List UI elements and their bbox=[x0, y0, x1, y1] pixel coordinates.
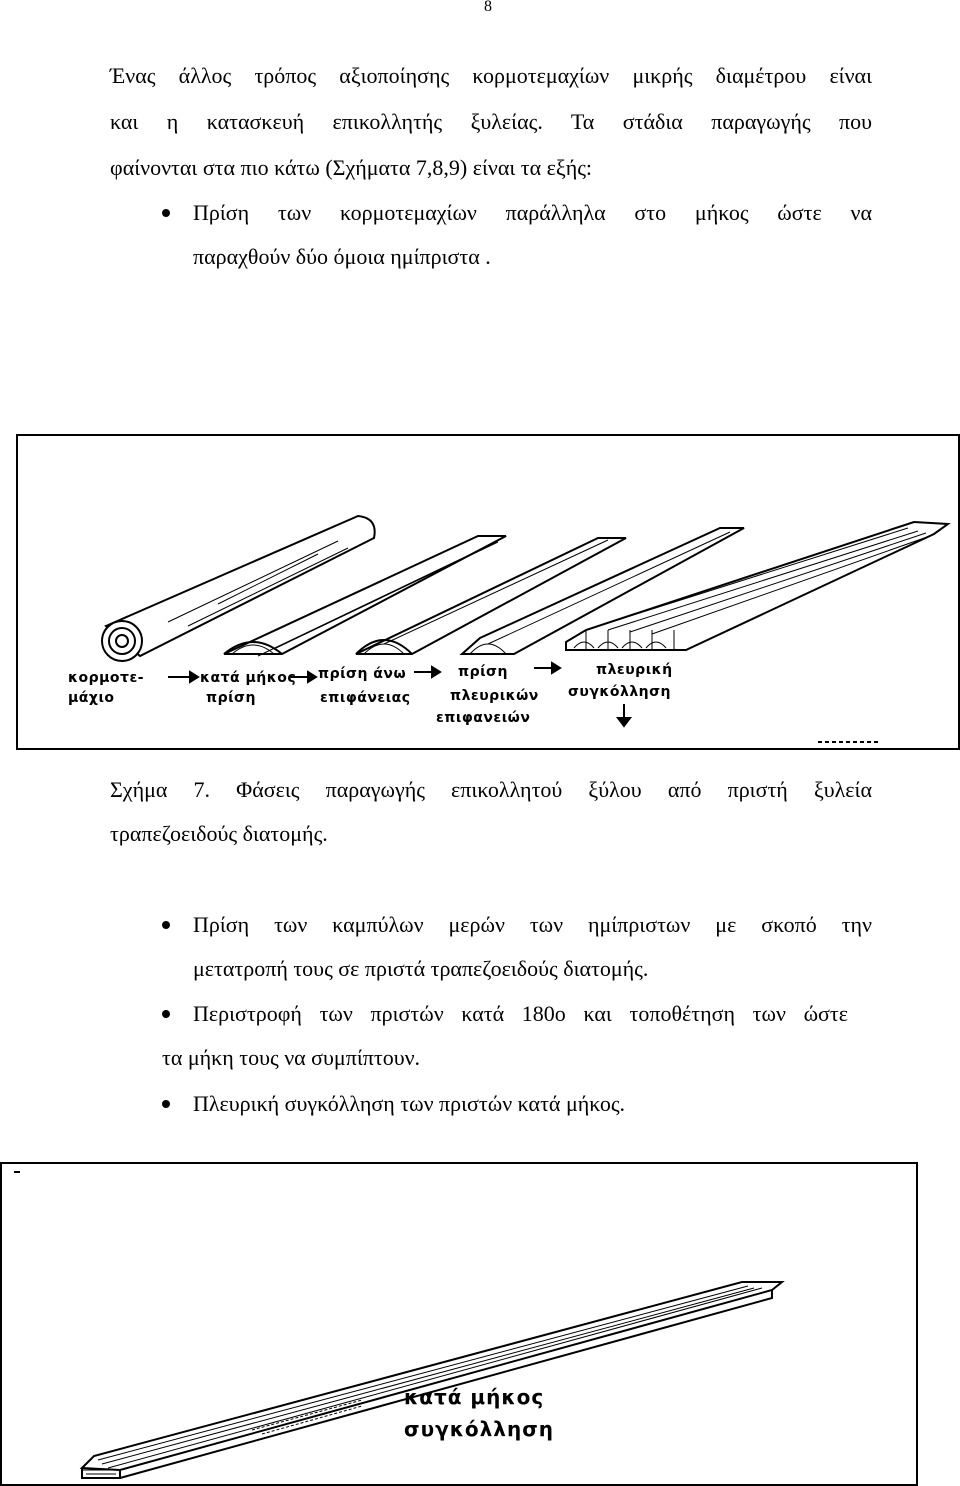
bullet3-line-2: τα μήκη τους να συμπίπτουν. bbox=[162, 1045, 421, 1070]
label-log: κορμοτε- bbox=[68, 670, 145, 686]
figure-8-label-1: κατά μήκος bbox=[404, 1385, 545, 1409]
label-side-saw-2: πλευρικών bbox=[450, 688, 539, 704]
label-lengthwise: κατά μήκος bbox=[200, 670, 297, 686]
bullet-dot bbox=[162, 921, 170, 929]
bullet-dot bbox=[162, 1100, 170, 1108]
bullet-dot bbox=[162, 209, 170, 217]
label-side-glue-2: συγκόλληση bbox=[568, 684, 672, 700]
bullet2-line-1: Πρίση των καμπύλων μερών των ημίπριστων με σκοπό την bbox=[193, 912, 872, 937]
figure-8-label-2: συγκόλληση bbox=[404, 1417, 555, 1441]
figure-8 bbox=[0, 1162, 918, 1486]
page-number: 8 bbox=[484, 0, 492, 15]
label-side-glue: πλευρική bbox=[596, 662, 673, 678]
intro-line-2: και η κατασκευή επικολλητής ξυλείας. Τα στάδια παραγωγής που bbox=[110, 109, 872, 134]
label-side-saw-3: επιφανειών bbox=[436, 710, 531, 726]
bullet1-line-1: Πρίση των κορμοτεμαχίων παράλληλα στο μήκος ώστε να bbox=[193, 200, 872, 225]
bullet1-line-2: παραχθούν δύο όμοια ημίπριστα . bbox=[193, 244, 491, 269]
bullet3-line-1: Περιστροφή των πριστών κατά 180ο και τοποθέτηση των ώστε bbox=[193, 1001, 848, 1026]
bullet4-line: Πλευρική συγκόλληση των πριστών κατά μήκος. bbox=[193, 1091, 626, 1116]
intro-line-1: Ένας άλλος τρόπος αξιοποίησης κορμοτεμαχίων μικρής διαμέτρου είναι bbox=[110, 63, 872, 88]
figure-7 bbox=[16, 434, 960, 750]
bullet2-line-2: μετατροπή τους σε πριστά τραπεζοειδούς διατομής. bbox=[193, 956, 649, 981]
bullet-dot bbox=[162, 1010, 170, 1018]
label-side-saw: πρίση bbox=[458, 664, 508, 680]
label-top-saw: πρίση άνω bbox=[318, 666, 407, 682]
label-top-saw-2: επιφάνειας bbox=[320, 690, 411, 706]
intro-line-3: φαίνονται στα πιο κάτω (Σχήματα 7,8,9) είναι τα εξής: bbox=[110, 155, 593, 180]
label-log-2: μάχιο bbox=[68, 690, 115, 706]
figure-7-caption-line-2: τραπεζοειδούς διατομής. bbox=[110, 821, 328, 846]
figure-7-caption-line-1: Σχήμα 7. Φάσεις παραγωγής επικολλητού ξύλου από πριστή ξυλεία bbox=[110, 777, 872, 802]
label-lengthwise-2: πρίση bbox=[206, 690, 256, 706]
